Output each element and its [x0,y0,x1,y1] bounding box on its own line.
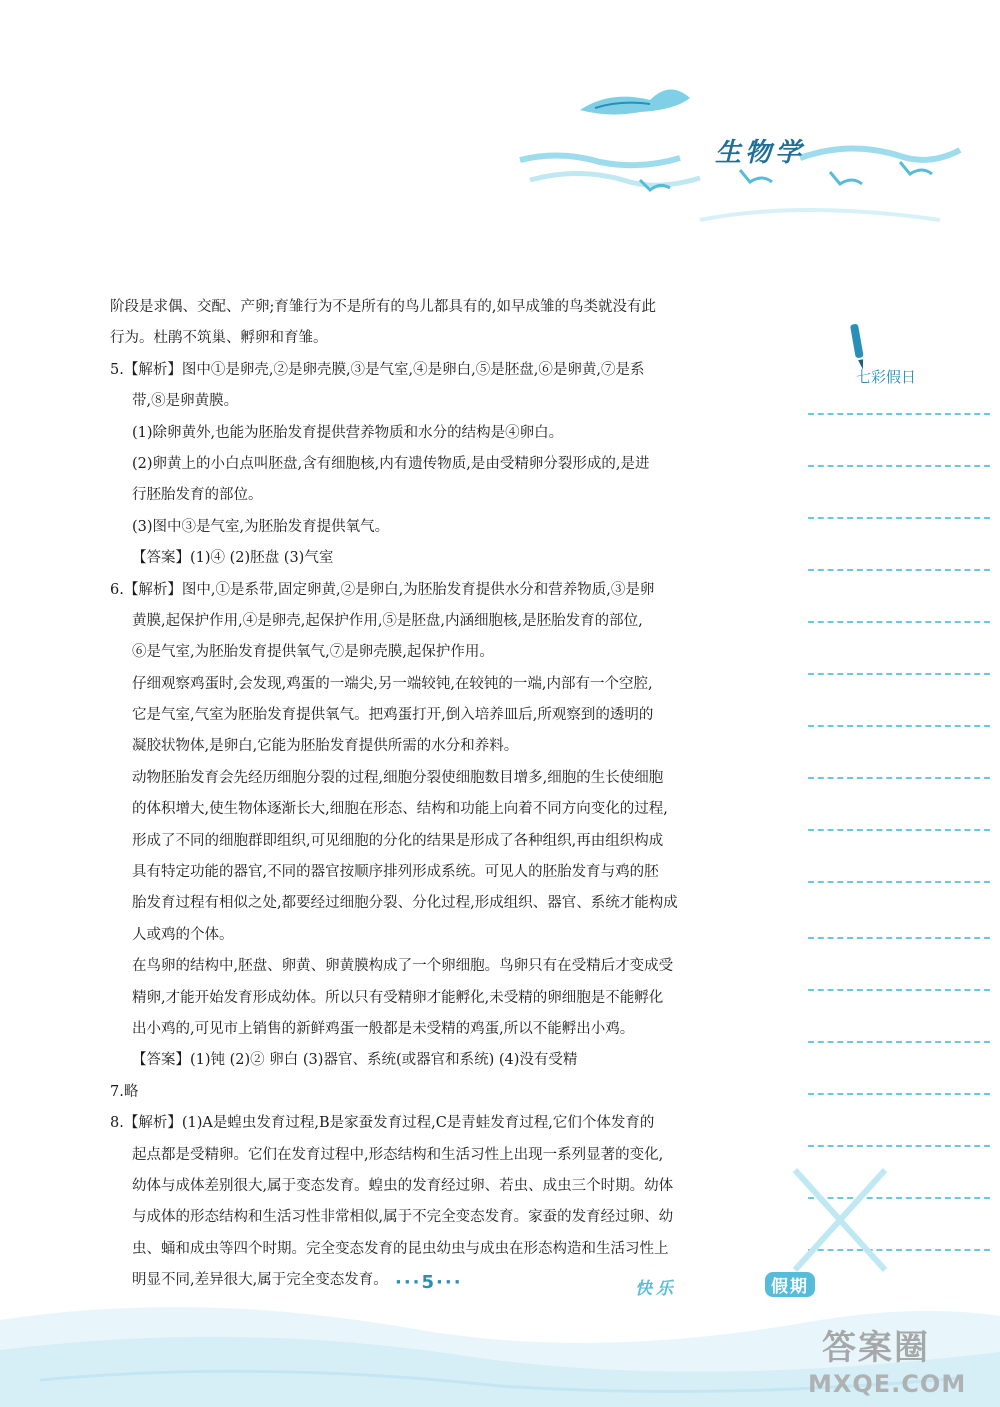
text-line: ⑥是气室,为胚胎发育提供氧气,⑦是卵壳膜,起保护作用。 [132,644,494,661]
note-line [808,569,990,571]
text-line: 动物胚胎发育会先经历细胞分裂的过程,细胞分裂使细胞数目增多,细胞的生长使细胞 [132,769,664,786]
page-header-title: 生物学 [715,138,806,168]
answer-line: 【答案】(1)钝 (2)② 卵白 (3)器官、系统(或器官和系统) (4)没有受精 [132,1052,578,1069]
text-line: 虫、蛹和成虫等四个时期。完全变态发育的昆虫幼虫与成虫在形态构造和生活习性上 [132,1240,669,1257]
text-line: 8.【解析】(1)A是蝗虫发育过程,B是家蚕发育过程,C是青蛙发育过程,它们个体发育的 [110,1115,655,1132]
text-line: 7.略 [110,1083,139,1100]
text-line: (2)卵黄上的小白点叫胚盘,含有细胞核,内有遗传物质,是由受精卵分裂形成的,是进 [132,455,650,472]
note-line [808,937,990,939]
text-line: 它是气室,气室为胚胎发育提供氧气。把鸡蛋打开,倒入培养皿后,所观察到的透明的 [132,707,654,724]
note-line [808,777,990,779]
pen-icon [846,322,868,372]
watermark-logo: 答案圈 [822,1328,930,1368]
text-line: 形成了不同的细胞群即组织,可见细胞的分化的结果是形成了各种组织,再由组织构成 [132,832,664,849]
text-line: 仔细观察鸡蛋时,会发现,鸡蛋的一端尖,另一端较钝,在较钝的一端,内部有一个空腔, [132,675,653,692]
answer-line: 【答案】(1)④ (2)胚盘 (3)气室 [132,550,334,567]
text-line: (1)除卵黄外,也能为胚胎发育提供营养物质和水分的结构是④卵白。 [132,424,564,441]
text-line: 带,⑧是卵黄膜。 [132,393,239,410]
note-line [808,621,990,623]
sidebar-label: 七彩假日 [856,368,917,386]
note-line [808,1145,990,1147]
note-line [808,413,990,415]
note-line [808,517,990,519]
watermark-url: MXQE.COM [808,1370,967,1398]
text-line: 凝胶状物体,是卵白,它能为胚胎发育提供所需的水分和养料。 [132,738,519,755]
note-line [808,1093,990,1095]
text-line: 人或鸡的个体。 [132,926,234,943]
text-line: 出小鸡的,可见市上销售的新鲜鸡蛋一般都是未受精的鸡蛋,所以不能孵出小鸡。 [132,1020,635,1037]
note-line [808,465,990,467]
note-line [808,989,990,991]
note-line [808,829,990,831]
text-line: 黄膜,起保护作用,④是卵壳,起保护作用,⑤是胚盘,内涵细胞核,是胚胎发育的部位, [132,612,643,629]
footer-brand-left: 快乐 [635,1279,677,1299]
text-line: 行胚胎发育的部位。 [132,487,263,504]
footer-brand-right: 假期 [765,1272,815,1297]
text-line: 在鸟卵的结构中,胚盘、卵黄、卵黄膜构成了一个卵细胞。鸟卵只有在受精后才变成受 [132,958,674,975]
note-line [808,725,990,727]
text-line: 的体积增大,使生物体逐渐长大,细胞在形态、结构和功能上向着不同方向变化的过程, [132,801,668,818]
text-line: 起点都是受精卵。它们在发育过程中,形态结构和生活习性上出现一系列显著的变化, [132,1146,664,1163]
note-line [808,1041,990,1043]
note-line [808,881,990,883]
text-line: 5.【解析】图中①是卵壳,②是卵壳膜,③是气室,④是卵白,⑤是胚盘,⑥是卵黄,⑦是系 [110,361,645,378]
page-number: ···5··· [395,1272,463,1293]
cross-icon [785,1160,895,1290]
note-line [808,673,990,675]
text-line: 明显不同,差异很大,属于完全变态发育。 [132,1272,388,1289]
text-line: 6.【解析】图中,①是系带,固定卵黄,②是卵白,为胚胎发育提供水分和营养物质,③是卵 [110,581,655,598]
text-line: 阶段是求偶、交配、产卵;育雏行为不是所有的鸟儿都具有的,如早成雏的鸟类就没有此 [110,299,656,315]
text-line: 胎发育过程有相似之处,都要经过细胞分裂、分化过程,形成组织、器官、系统才能构成 [132,895,678,912]
text-line: 幼体与成体差别很大,属于变态发育。蝗虫的发育经过卵、若虫、成虫三个时期。幼体 [132,1177,674,1194]
text-line: 与成体的形态结构和生活习性非常相似,属于不完全变态发育。家蚕的发育经过卵、幼 [132,1209,674,1226]
text-line: 具有特定功能的器官,不同的器官按顺序排列形成系统。可见人的胚胎发育与鸡的胚 [132,864,659,881]
text-line: (3)图中③是气室,为胚胎发育提供氧气。 [132,518,390,535]
text-line: 精卵,才能开始发育形成幼体。所以只有受精卵才能孵化,未受精的卵细胞是不能孵化 [132,989,664,1006]
answer-body [110,292,750,1297]
text-line: 行为。杜鹃不筑巢、孵卵和育雏。 [110,330,328,347]
